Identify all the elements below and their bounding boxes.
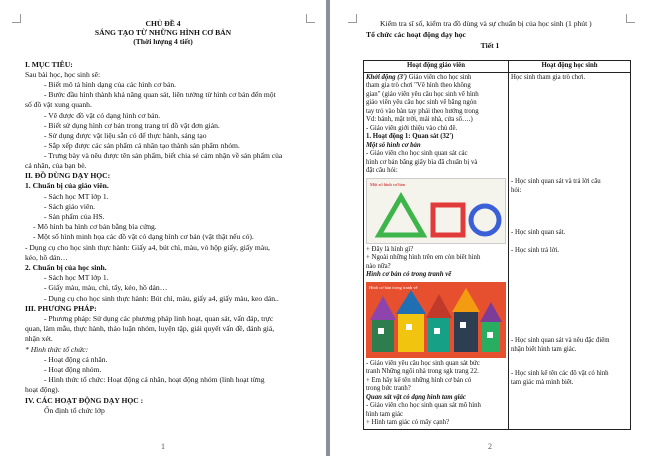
section-heading-method: III. PHƯƠNG PHÁP: (25, 304, 97, 313)
question-line: + Đây là hình gì? (366, 245, 414, 253)
student-line: - Học sinh quan sát và trả lời câu (511, 178, 601, 185)
triangle-line: hình tam giác (366, 410, 403, 418)
houses-figure (366, 282, 504, 358)
student-line: hỏi: (511, 186, 522, 194)
startup-line: gian" (giáo viên yêu cầu học sinh vẽ hình (366, 90, 479, 98)
picture-line: tranh Những ngôi nhà trong sgk trang 22. (366, 368, 479, 375)
triangle-line: + Hình tam giác có mấy cạnh? (366, 419, 450, 426)
list-item: - Dụng cụ cho học sinh thực hành: Giấy a4, bút chì, màu, vỏ hộp giấy, giấy màu, (25, 243, 270, 252)
list-item: - Giấy màu, màu, chì, tẩy, kéo, hồ dán… (44, 283, 168, 292)
activity1-sub: Một số hình cơ bản (366, 141, 421, 149)
duration-label: (Thời lượng 4 tiết) (133, 37, 193, 46)
triangle-line: - Giáo viên cho học sinh quan sát mô hình (366, 402, 481, 409)
list-item: - Một số hình minh họa các đồ vật có dạng hình cơ bản (vật thật nếu có). (33, 232, 254, 241)
list-item: kéo, hồ dán… (25, 253, 68, 262)
student-line: - Học sinh kể tên các đồ vật có hình (511, 370, 609, 377)
list-item: - Sách giáo viên. (44, 202, 96, 211)
forms-heading: * Hình thức tổ chức: (25, 345, 89, 354)
objectives-intro: Sau bài học, học sinh sẽ: (25, 70, 101, 79)
list-item: hoạt động). (25, 385, 60, 394)
chapter-label: CHỦ ĐỀ 4 (145, 19, 181, 28)
startup-line: tay trỏ vào bàn tay phải theo hướng trong (366, 107, 479, 115)
list-item: - Trưng bày và nêu được tên sản phẩm, biết chia sẻ cảm nhận về sản phẩm của (44, 151, 283, 160)
teacher-activity-cell (364, 72, 509, 429)
picture-line: + Em hãy kể tên những hình cơ bản có (366, 376, 472, 384)
organization-heading: Tổ chức các hoạt động dạy học (366, 30, 466, 39)
intro-line: Kiểm tra sĩ số, kiểm tra đồ dùng và sự chuẩn bị của học sinh (1 phút ) (380, 19, 592, 28)
list-item: - Bước đầu hình thành khả năng quan sát, liên tưởng từ hình cơ bản đến một (44, 90, 276, 99)
page-title: SÁNG TẠO TỪ NHỮNG HÌNH CƠ BẢN (94, 28, 232, 37)
list-item: - Hoạt động nhóm. (44, 365, 102, 374)
activity-first-line: Ổn định tổ chức lớp (44, 406, 105, 415)
picture-line: - Giáo viên yêu cầu học sinh quan sát bức (366, 359, 480, 367)
startup-label: Khởi động (3') (366, 73, 408, 81)
shapes-figure (367, 179, 505, 243)
question-line: + Ngoài những hình trên em còn biết hình (366, 254, 481, 261)
student-line: - Học sinh quan sát. (511, 229, 566, 236)
page-number: 2 (488, 442, 492, 451)
startup-text: Giáo viên cho học sinh (408, 73, 472, 81)
student-line: Học sinh tham gia trò chơi. (511, 73, 586, 81)
student-prep-heading: 2. Chuẩn bị của học sinh. (25, 263, 107, 272)
startup-line: tham gia trò chơi "Về hình theo không (366, 82, 471, 89)
method-line: nhận xét. (25, 334, 53, 343)
list-item: - Mô hình ba hình cơ bản bằng bìa cứng. (33, 222, 157, 231)
list-item: - Vẽ được đồ vật có dạng hình cơ bản. (44, 111, 161, 120)
list-item: - Sách học MT lớp 1. (44, 273, 109, 282)
startup-line: - Giáo viên giới thiệu vào chủ đề. (366, 124, 458, 132)
picture-line: trong bức tranh? (366, 385, 411, 392)
margin-mark (626, 14, 635, 23)
section-heading-activities: IV. CÁC HOẠT ĐỘNG DẠY HỌC : (25, 396, 144, 405)
list-item: số đồ vật xung quanh. (25, 100, 92, 109)
triangle-heading: Quan sát vật có dạng hình tam giác (366, 393, 466, 401)
basic-shapes-image (366, 178, 506, 244)
student-line: tam giác mà mình biết. (511, 378, 574, 386)
list-item: - Hình thức tổ chức: Hoạt động cá nhân, hoạt động nhóm (linh hoạt từng (44, 375, 265, 384)
image-caption: Một số hình cơ bản (370, 181, 405, 187)
triangle-shape (379, 197, 423, 235)
list-item: - Hoạt động cá nhân. (44, 355, 108, 364)
list-item: - Biết mô tả hình dạng của các hình cơ bản. (44, 80, 177, 89)
student-line: - Học sinh trả lời. (511, 246, 559, 254)
section-heading-materials: II. ĐỒ DÙNG DẠY HỌC: (25, 171, 111, 180)
page-number: 1 (161, 442, 165, 451)
startup-line: giáo viên yêu cầu học sinh vẽ bằng ngón (366, 99, 477, 106)
teacher-prep-heading: 1. Chuẩn bị của giáo viên. (25, 181, 109, 190)
list-item: - Sắp xếp được các sản phẩm cá nhân tạo thành sản phẩm nhóm. (44, 141, 240, 150)
list-item: - Sản phẩm của HS. (44, 212, 105, 221)
activity1-line: đặt câu hỏi: (366, 167, 398, 174)
list-item: - Sách học MT lớp 1. (44, 192, 109, 201)
houses-painting-image (366, 282, 506, 358)
student-line: - Học sinh quan sát và nêu đặc điểm (511, 337, 610, 344)
activity1-line: - Giáo viên cho học sinh quan sát các (366, 150, 468, 157)
student-line: nhận biết hình tam giác. (511, 345, 577, 353)
startup-line: Vd: bánh, mặt trời, mái nhà, cửa sổ….) (366, 116, 473, 123)
list-item: - Biết sử dụng hình cơ bản trong trang trí đồ vật đơn giản. (44, 121, 220, 130)
section-heading-objectives: I. MỤC TIÊU: (25, 60, 73, 69)
list-item: - Sử dụng được vật liệu sẵn có để thực hành, sáng tạo (44, 131, 207, 140)
activity1-heading: 1. Hoạt động 1: Quan sát (32') (366, 133, 454, 140)
student-activity-cell (509, 72, 631, 429)
margin-mark (348, 14, 357, 23)
lesson-activity-table (363, 60, 631, 430)
lesson-heading: Tiết 1 (480, 41, 500, 50)
list-item: cá nhân, của bạn bè. (25, 161, 87, 170)
table-header: Hoạt động học sinh (509, 61, 631, 73)
circle-shape (471, 206, 499, 234)
square-shape (433, 205, 463, 235)
activity1-line: hình cơ bản bằng giấy bìa đã chuẩn bị và (366, 158, 478, 166)
method-line: quan, làm mẫu, thực hành, thảo luận nhóm, luyện tập, giải quyết vấn đề, đánh giá, (25, 324, 275, 333)
startup-line (366, 74, 506, 83)
picture-heading: Hình cơ bản có trong tranh vẽ (366, 271, 452, 278)
document-page-2 (330, 0, 650, 456)
image-caption: Hình cơ bản trong tranh vẽ (369, 284, 418, 290)
table-header: Hoạt động giáo viên (364, 61, 509, 73)
method-line: - Phương pháp: Sử dụng các phương pháp linh hoạt, quan sát, vấn đáp, trực (44, 314, 274, 323)
question-line: nào nữa? (366, 262, 391, 270)
list-item: - Dụng cụ cho học sinh thực hành: Bút chì, màu, giấy a4, giấy màu, keo dán.. (44, 294, 279, 303)
